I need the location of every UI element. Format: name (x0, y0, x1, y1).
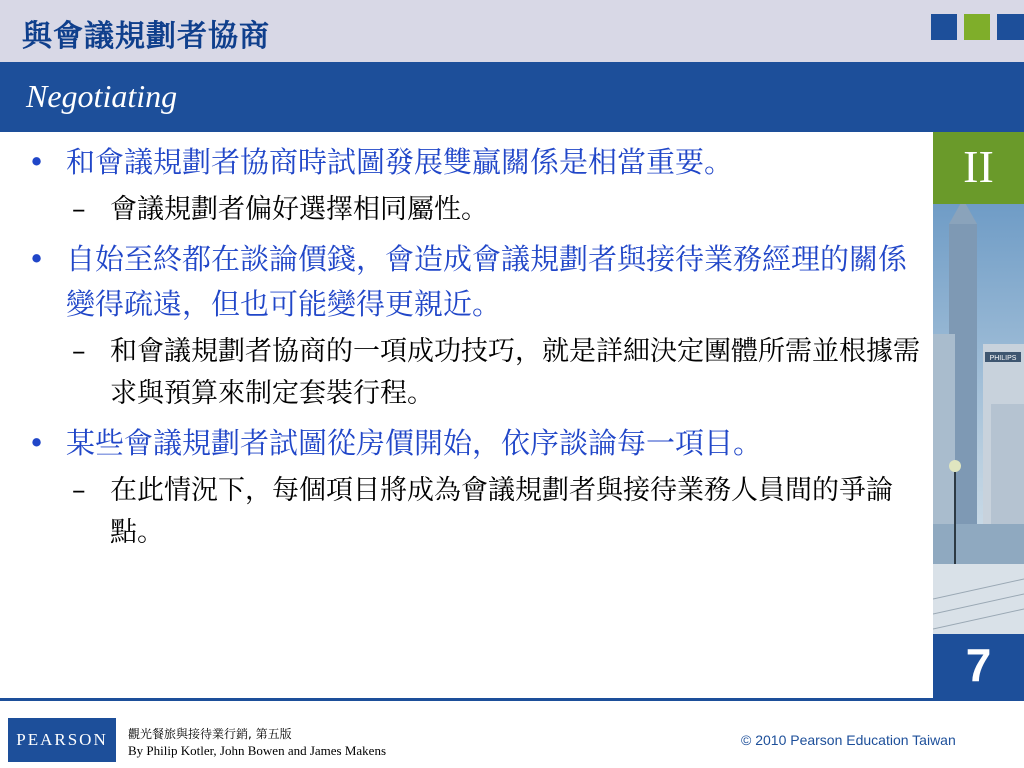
pearson-logo (8, 718, 116, 762)
city-skyline-image (933, 204, 1024, 634)
sub-bullet-text: 會議規劃者偏好選擇相同屬性。 (110, 194, 488, 225)
side-panel (933, 132, 1024, 698)
bullet-text: 某些會議規劃者試圖從房價開始，依序談論每一項目。 (66, 426, 763, 460)
book-title: 觀光餐旅與接待業行銷, 第五版 (128, 727, 292, 741)
bullet-marker: • (28, 145, 46, 179)
part-badge (933, 132, 1024, 204)
bullet-text: 和會議規劃者協商時試圖發展雙贏關係是相當重要。 (66, 145, 734, 179)
page-number: 7 (965, 639, 992, 691)
bullet-text: 自始至終都在談論價錢，會造成會議規劃者與接待業務經理的關係變得疏遠，但也可能變得更親近。 (66, 242, 908, 321)
title-bar (0, 0, 1024, 62)
bullet-marker: • (28, 242, 46, 276)
slide-content (26, 140, 926, 560)
sub-bullet-text: 和會議規劃者協商的一項成功技巧，就是詳細決定團體所需並根據需求與預算來制定套裝行程。 (110, 336, 920, 409)
bullet-marker: • (28, 426, 46, 460)
subtitle-bar (0, 62, 1024, 132)
sub-bullet-item (70, 189, 926, 231)
copyright-text: © 2010 Pearson Education Taiwan (741, 732, 956, 748)
bullet-item (26, 421, 926, 466)
slide-subtitle: Negotiating (26, 78, 178, 114)
sub-bullet-item (70, 331, 926, 415)
decor-square-green (964, 14, 990, 40)
book-authors: By Philip Kotler, John Bowen and James Makens (128, 743, 387, 758)
sub-bullet-item (70, 470, 926, 554)
photo-sign-text: PHILIPS (989, 355, 1017, 362)
bullet-item (26, 237, 926, 327)
bullet-item (26, 140, 926, 185)
dash-marker: – (72, 194, 86, 225)
decor-square-blue (931, 14, 957, 40)
decor-square-blue-2 (997, 14, 1024, 40)
page-badge (933, 634, 1024, 698)
part-label: II (963, 141, 994, 192)
dash-marker: – (72, 336, 86, 367)
dash-marker: – (72, 475, 86, 506)
sub-bullet-text: 在此情況下，每個項目將成為會議規劃者與接待業務人員間的爭論點。 (110, 475, 893, 548)
slide-title: 與會議規劃者協商 (22, 19, 270, 54)
footer-divider (0, 698, 1024, 701)
logo-text: PEARSON (16, 730, 108, 749)
